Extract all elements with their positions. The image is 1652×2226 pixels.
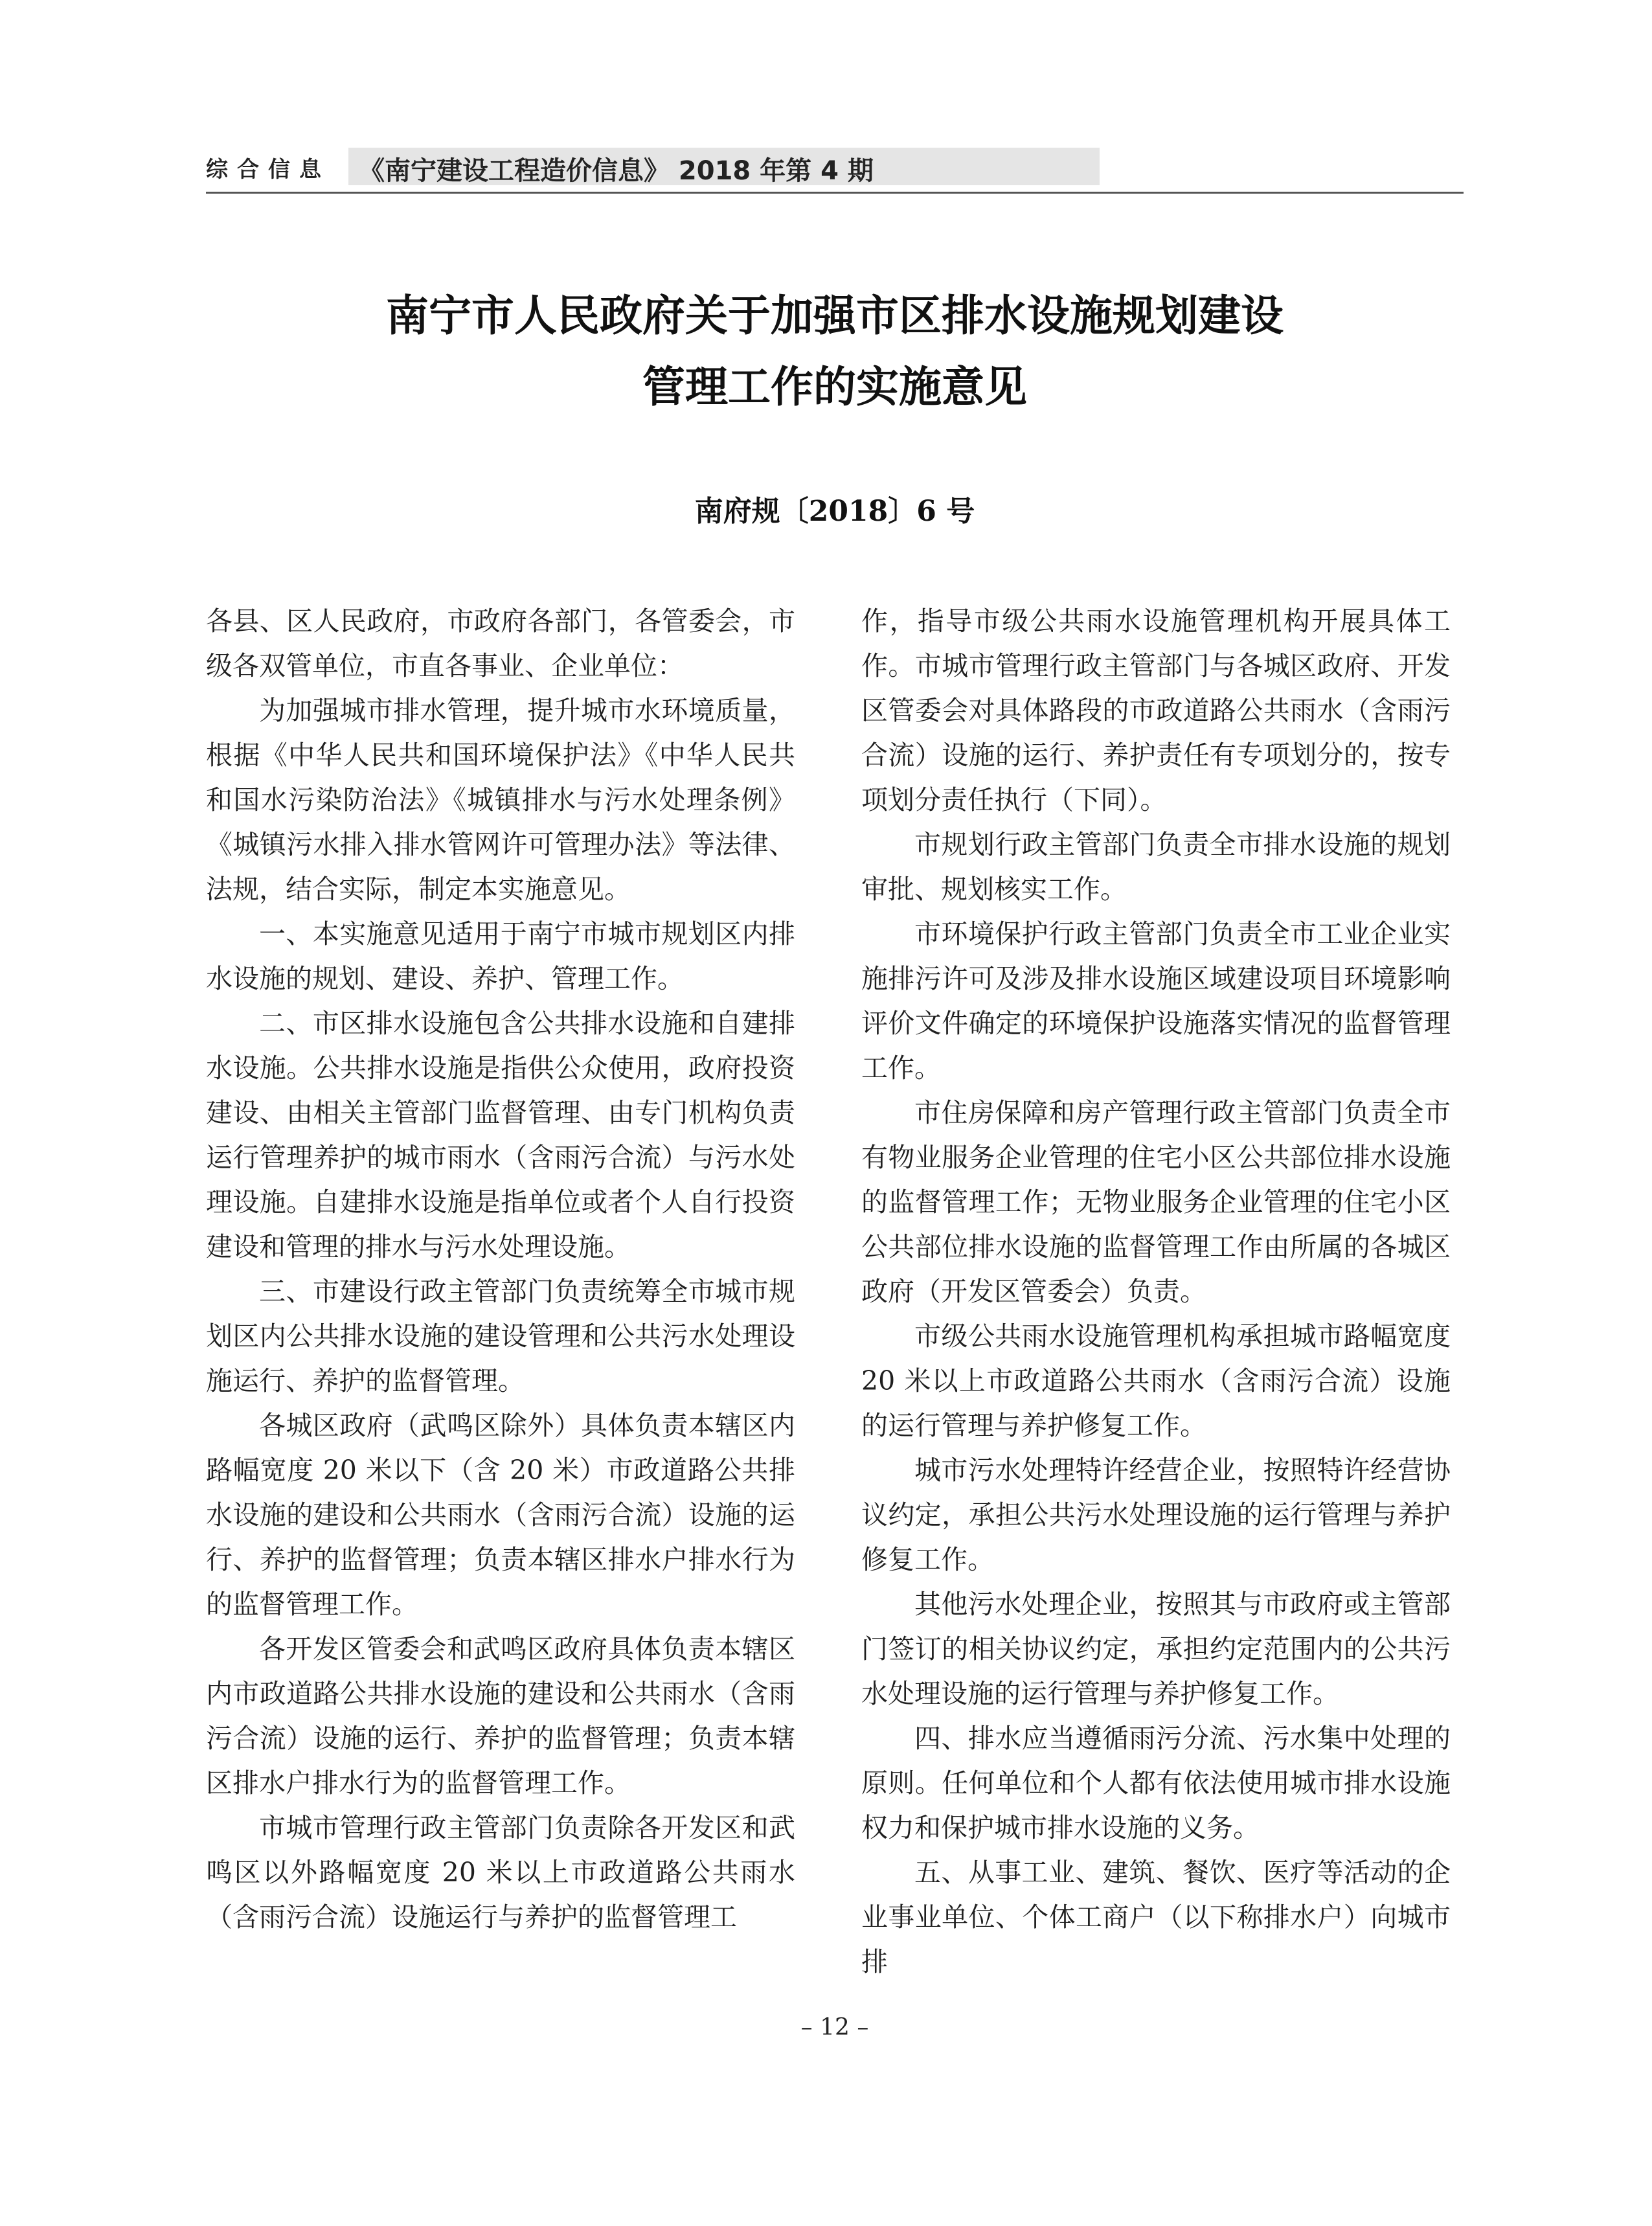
body-paragraph: 三、市建设行政主管部门负责统筹全市城市规划区内公共排水设施的建设管理和公共污水处理设施运行、养护的监督管理。 xyxy=(206,1276,795,1396)
body-paragraph: 四、排水应当遵循雨污分流、污水集中处理的原则。任何单位和个人都有依法使用城市排水设施权力和保护城市排水设施的义务。 xyxy=(861,1723,1451,1843)
body-paragraph: 其他污水处理企业，按照其与市政府或主管部门签订的相关协议约定，承担约定范围内的公共污水处理设施的运行管理与养护修复工作。 xyxy=(861,1589,1451,1709)
left-column xyxy=(206,599,795,1979)
header-rule xyxy=(206,192,1464,194)
body-paragraph: 各城区政府（武鸣区除外）具体负责本辖区内路幅宽度 20 米以下（含 20 米）市政道路公共排水设施的建设和公共雨水（含雨污合流）设施的运行、养护的监督管理；负责本辖区排水户排水行为的监督管理工作。 xyxy=(206,1410,795,1620)
body-paragraph-continued: 作，指导市级公共雨水设施管理机构开展具体工作。市城市管理行政主管部门与各城区政府、开发区管委会对具体路段的市政道路公共雨水（含雨污合流）设施的运行、养护责任有专项划分的，按专项划分责任执行（下同）。 xyxy=(861,606,1451,815)
addressee-paragraph: 各县、区人民政府，市政府各部门，各管委会，市级各双管单位，市直各事业、企业单位： xyxy=(206,606,795,681)
journal-issue: 《南宁建设工程造价信息》 2018 年第 4 期 xyxy=(359,156,874,186)
article-title xyxy=(206,280,1464,422)
body-paragraph: 市环境保护行政主管部门负责全市工业企业实施排污许可及涉及排水设施区域建设项目环境影响评价文件确定的环境保护设施落实情况的监督管理工作。 xyxy=(861,918,1451,1084)
body-paragraph: 市级公共雨水设施管理机构承担城市路幅宽度 20 米以上市政道路公共雨水（含雨污合流）设施的运行管理与养护修复工作。 xyxy=(861,1321,1451,1441)
body-paragraph: 市规划行政主管部门负责全市排水设施的规划审批、规划核实工作。 xyxy=(861,829,1451,905)
body-paragraph: 一、本实施意见适用于南宁市城市规划区内排水设施的规划、建设、养护、管理工作。 xyxy=(206,918,795,994)
body-paragraph: 市住房保障和房产管理行政主管部门负责全市有物业服务企业管理的住宅小区公共部位排水设施的监督管理工作；无物业服务企业管理的住宅小区公共部位排水设施的监督管理工作由所属的各城区政府（开发区管委会）负责。 xyxy=(861,1097,1451,1307)
running-header xyxy=(206,148,1469,193)
body-paragraph: 市城市管理行政主管部门负责除各开发区和武鸣区以外路幅宽度 20 米以上市政道路公共雨水（含雨污合流）设施运行与养护的监督管理工 xyxy=(206,1812,795,1933)
right-column xyxy=(861,599,1451,1979)
section-label: 综合信息 xyxy=(206,157,330,183)
body-paragraph: 各开发区管委会和武鸣区政府具体负责本辖区内市政道路公共排水设施的建设和公共雨水（含雨污合流）设施的运行、养护的监督管理；负责本辖区排水户排水行为的监督管理工作。 xyxy=(206,1633,795,1799)
body-paragraph: 五、从事工业、建筑、餐饮、医疗等活动的企业事业单位、个体工商户（以下称排水户）向城市排 xyxy=(861,1857,1451,1977)
body-paragraph: 城市污水处理特许经营企业，按照特许经营协议约定，承担公共污水处理设施的运行管理与养护修复工作。 xyxy=(861,1455,1451,1575)
document-number: 南府规〔2018〕6 号 xyxy=(694,495,975,528)
article-title-text: 南宁市人民政府关于加强市区排水设施规划建设管理工作的实施意见 xyxy=(386,290,1284,412)
body-paragraph: 二、市区排水设施包含公共排水设施和自建排水设施。公共排水设施是指供公众使用，政府投资建设、由相关主管部门监督管理、由专门机构负责运行管理养护的城市雨水（含雨污合流）与污水处理设施。自建排水设施是指单位或者个人自行投资建设和管理的排水与污水处理设施。 xyxy=(206,1008,795,1262)
body-paragraph: 为加强城市排水管理，提升城市水环境质量，根据《中华人民共和国环境保护法》《中华人民共和国水污染防治法》《城镇排水与污水处理条例》《城镇污水排入排水管网许可管理办法》等法律、法规，结合实际，制定本实施意见。 xyxy=(206,695,795,905)
page-number: – 12 – xyxy=(800,2014,869,2041)
